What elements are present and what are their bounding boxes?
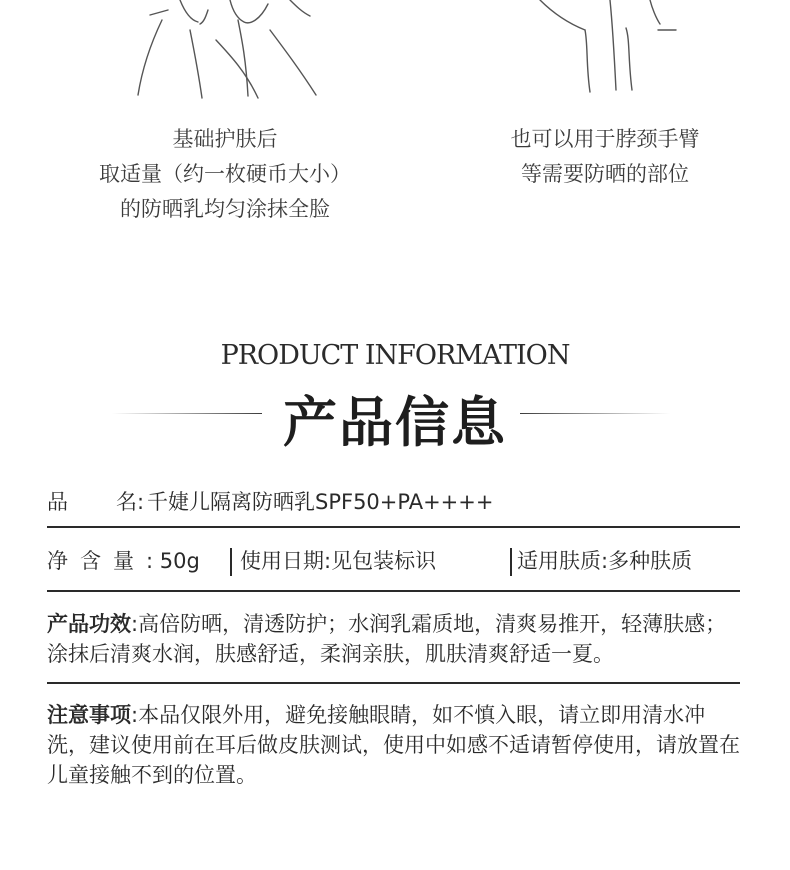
caption-line: 取适量（约一枚硬币大小） [99,162,351,186]
divider [47,590,740,592]
net-content-cell: 净含量: 50g [47,549,200,573]
divider [47,526,740,528]
net-content-value: 50g [153,549,200,573]
skin-type-cell: 适用肤质:多种肤质 [517,549,693,573]
caption-face-usage [60,122,390,227]
caption-line: 也可以用于脖颈手臂 [510,127,700,151]
column-separator [510,548,512,576]
notes-label: 注意事项 [47,703,131,727]
caption-line: 基础护肤后 [172,127,278,151]
usage-date-cell: 使用日期:见包装标识 [240,549,437,573]
skin-type-label: 适用肤质 [517,549,601,573]
face-application-illustration [120,0,340,100]
section-title-chinese: 产品信息 [283,391,507,454]
caption-line: 等需要防晒的部位 [521,162,689,186]
effects-text: 高倍防晒，清透防护；水润乳霜质地，清爽易推开，轻薄肤感；涂抹后清爽水润，肤感舒适，柔润亲肤，肌肤清爽舒适一夏。 [47,612,727,666]
neck-application-illustration [530,0,690,95]
product-name-value: 千婕儿隔离防晒乳SPF50+PA++++ [147,490,494,514]
title-decoration-right [520,413,670,414]
product-name-label: 品 名: [47,490,145,514]
skin-type-value: 多种肤质 [608,549,693,573]
column-separator [230,548,232,576]
usage-date-label: 使用日期 [240,549,324,573]
section-title-english: PRODUCT INFORMATION [220,340,570,371]
divider [47,682,740,684]
product-name-row [47,486,493,516]
net-content-label: 净含量 [47,549,146,573]
caption-line: 的防晒乳均匀涂抹全脸 [120,197,330,221]
usage-date-value: 见包装标识 [331,549,437,573]
effects-label: 产品功效 [47,612,131,636]
notes-text: 本品仅限外用，避免接触眼睛，如不慎入眼，请立即用清水冲洗，建议使用前在耳后做皮肤测试，使用中如感不适请暂停使用，请放置在儿童接触不到的位置。 [47,703,740,787]
product-effects: 产品功效:高倍防晒，清透防护；水润乳霜质地，清爽易推开，轻薄肤感；涂抹后清爽水润，肤感舒适，柔润亲肤，肌肤清爽舒适一夏。 [47,612,727,666]
usage-notes: 注意事项:本品仅限外用，避免接触眼睛，如不慎入眼，请立即用清水冲洗，建议使用前在耳后做皮肤测试，使用中如感不适请暂停使用，请放置在儿童接触不到的位置。 [47,703,740,787]
caption-neck-usage [440,122,770,192]
